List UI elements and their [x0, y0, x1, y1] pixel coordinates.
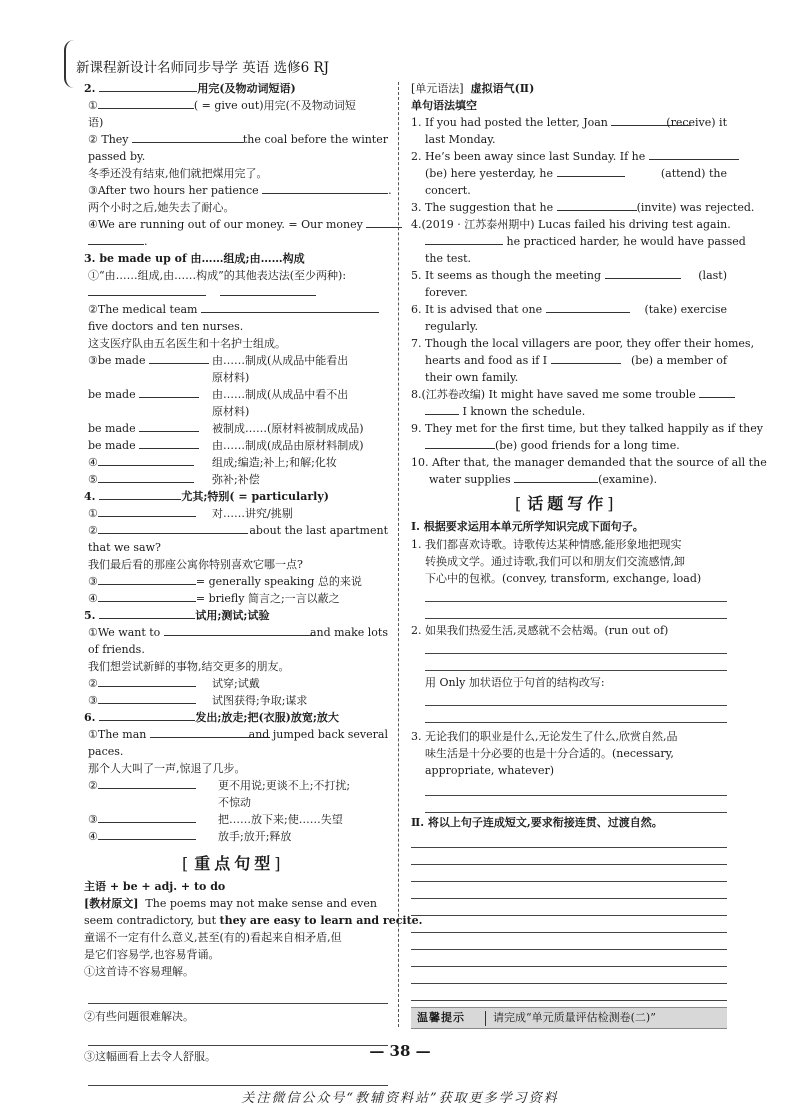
- page-number: — 38 —: [369, 1042, 431, 1060]
- answer-line[interactable]: [411, 949, 727, 950]
- writing-part-2: Ⅱ. 将以上句子连成短文,要求衔接连贯、过渡自然。: [411, 816, 663, 829]
- grammar-heading: [单元语法] 虚拟语气(Ⅱ): [411, 82, 535, 95]
- answer-line[interactable]: [411, 915, 727, 916]
- answer-line[interactable]: [425, 705, 727, 706]
- item-2-q2: ② They the coal before the winter: [88, 133, 388, 146]
- grammar-q8: 8.(江苏卷改编) It might have saved me some trouble: [411, 387, 735, 403]
- answer-line[interactable]: [88, 1003, 388, 1004]
- item-5-heading: 5. 试用;测试;试验: [84, 609, 270, 622]
- answer-line[interactable]: [425, 618, 727, 619]
- exercise-1: ①这首诗不容易理解。: [84, 965, 194, 978]
- tip-label: 温馨提示: [417, 1011, 465, 1024]
- item-2-heading: 2. 用完(及物动词短语): [84, 82, 296, 95]
- grammar-q4: 4.(2019 · 江苏泰州期中) Lucas failed his driving test again.: [411, 218, 731, 231]
- grammar-q2: 2. He’s been away since last Sunday. If he: [411, 149, 739, 165]
- item-2-q1: ① ( = give out)用完(不及物动词短: [88, 99, 356, 112]
- answer-line[interactable]: [411, 864, 727, 865]
- writing-q2: 2. 如果我们热爱生活,灵感就不会枯竭。(run out of): [411, 624, 669, 637]
- answer-line[interactable]: [411, 881, 727, 882]
- grammar-q9: 9. They met for the first time, but they talked happily as if they: [411, 422, 763, 435]
- answer-line[interactable]: [425, 795, 727, 796]
- item-2-q3: ③After two hours her patience .: [88, 184, 392, 197]
- grammar-q5: 5. It seems as though the meeting (last): [411, 269, 727, 282]
- tip-text: 请完成“单元质量评估检测卷(二)”: [493, 1011, 656, 1024]
- item-4-heading: 4. 尤其;特别( = particularly): [84, 490, 329, 503]
- exercise-3: ③这幅画看上去令人舒服。: [84, 1050, 216, 1063]
- answer-line[interactable]: [425, 653, 727, 654]
- tip-separator: [485, 1011, 486, 1026]
- answer-line[interactable]: [88, 1085, 388, 1086]
- answer-line[interactable]: [411, 983, 727, 984]
- writing-q3: 3. 无论我们的职业是什么,无论发生了什么,欣赏自然,品: [411, 730, 678, 743]
- writing-part-1: Ⅰ. 根据要求运用本单元所学知识完成下面句子。: [411, 520, 644, 533]
- answer-line[interactable]: [411, 847, 727, 848]
- header-brace: [64, 40, 74, 88]
- item-3-heading: 3. be made up of 由……组成;由……构成: [84, 252, 305, 265]
- grammar-q1: 1. If you had posted the letter, Joan (receive) it: [411, 116, 727, 129]
- page-header: 新课程新设计名师同步导学 英语 选修6 RJ: [76, 60, 330, 76]
- grammar-q6: 6. It is advised that one (take) exercise: [411, 303, 727, 316]
- tip-box: [411, 1007, 727, 1029]
- answer-line[interactable]: [411, 932, 727, 933]
- section-title-key-sentences: [ 重点句型 ]: [182, 851, 285, 874]
- answer-line[interactable]: [425, 670, 727, 671]
- answer-line[interactable]: [425, 601, 727, 602]
- answer-line[interactable]: [411, 1000, 727, 1001]
- answer-line[interactable]: [425, 722, 727, 723]
- grammar-q3: 3. The suggestion that he (invite) was rejected.: [411, 201, 755, 214]
- answer-line[interactable]: [411, 966, 727, 967]
- writing-q1: 1. 我们都喜欢诗歌。诗歌传达某种情感,能形象地把现实: [411, 538, 682, 551]
- item-6-heading: 6. 发出;放走;把(衣服)放宽;放大: [84, 711, 339, 724]
- exercise-2: ②有些问题很难解决。: [84, 1010, 194, 1023]
- section-title-topic-writing: [ 话题写作 ]: [515, 491, 618, 514]
- grammar-q10: 10. After that, the manager demanded that the source of all the: [411, 456, 767, 469]
- item-2-q4: ④We are running out of our money. = Our money: [88, 217, 402, 233]
- item-3-q2: ②The medical team: [88, 302, 379, 318]
- grammar-q7: 7. Though the local villagers are poor, they offer their homes,: [411, 337, 755, 350]
- answer-line[interactable]: [411, 898, 727, 899]
- answer-line[interactable]: [425, 812, 727, 813]
- footer-note: 关注微信公众号“教辅资料站”获取更多学习资料: [241, 1091, 559, 1106]
- key-pattern: 主语 + be + adj. + to do: [84, 880, 226, 893]
- blank[interactable]: [99, 81, 197, 92]
